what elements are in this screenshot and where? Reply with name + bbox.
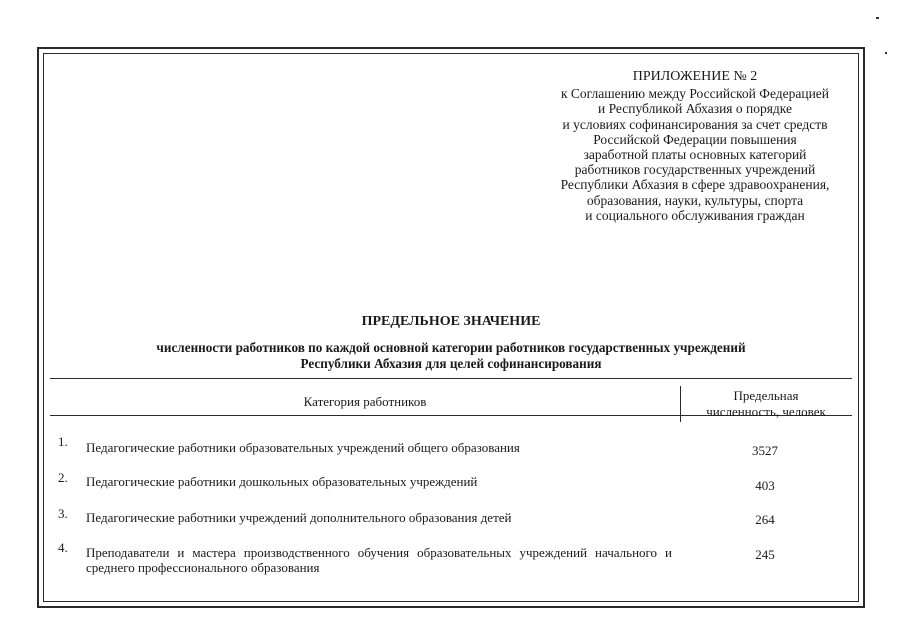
document-title: ПРЕДЕЛЬНОЕ ЗНАЧЕНИЕ [361,314,541,329]
column-header-value-line1: Предельная [733,388,799,403]
table-row-category: Преподаватели и мастера производственного обучения образовательных учреждений начального и среднего профессионального образования [86,545,672,575]
table-row-value: 245 [755,547,775,562]
table-row-value: 403 [755,478,775,493]
annex-block [532,69,858,223]
annex-line: и Республикой Абхазия о порядке [597,101,793,117]
annex-line: заработной платы основных категорий [583,147,807,163]
annex-line: образования, науки, культуры, спорта [586,192,804,208]
annex-line: работников государственных учреждений [574,162,816,178]
table-top-rule [50,378,852,379]
document-subtitle-line1: численности работников по каждой основной категории работников государственных учреждений [156,340,746,355]
annex-line: и социального обслуживания граждан [585,207,805,223]
document-subtitle-line2: Республики Абхазия для целей софинансирования [300,356,602,371]
table-row-number: 3. [58,506,68,521]
table-row-category: Педагогические работники дошкольных образовательных учреждений [86,474,478,489]
table-row-number: 2. [58,470,68,485]
column-header-value-line2: численность, человек [706,404,826,419]
annex-line: к Соглашению между Российской Федерацией [560,86,830,102]
annex-line: Республики Абхазия в сфере здравоохранения, [560,177,830,193]
table-row-value: 3527 [752,443,778,458]
table-row-number: 1. [58,434,68,449]
table-row-number: 4. [58,540,68,555]
column-header-category: Категория работников [303,394,427,409]
table-row-value: 264 [755,512,775,527]
table-row-category: Педагогические работники учреждений дополнительного образования детей [86,510,512,525]
annex-line: Российской Федерации повышения [593,131,797,147]
column-header-value [680,388,852,420]
scan-speck [876,17,879,19]
annex-line: и условиях софинансирования за счет средств [562,116,828,132]
annex-heading: ПРИЛОЖЕНИЕ № 2 [632,69,758,84]
table-row-category: Педагогические работники образовательных учреждений общего образования [86,440,520,455]
scan-speck [885,52,887,54]
